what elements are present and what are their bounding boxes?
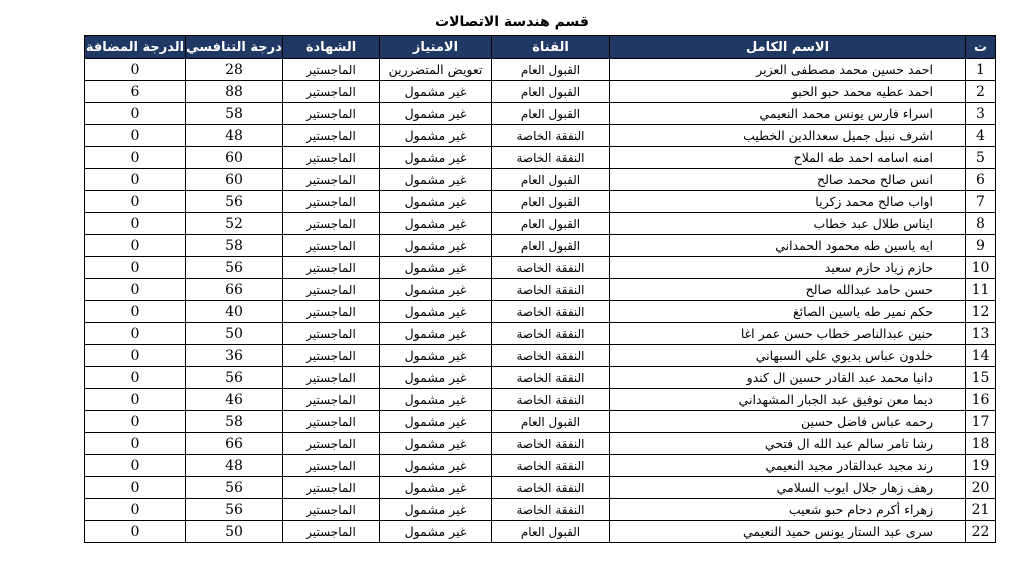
cell-degree: الماجستير (283, 345, 380, 367)
cell-degree: الماجستير (283, 433, 380, 455)
cell-privilege: غير مشمول (380, 521, 492, 543)
cell-channel: النفقة الخاصة (492, 499, 610, 521)
table-row (85, 455, 996, 477)
cell-added: 0 (85, 169, 186, 191)
table-row (85, 411, 996, 433)
cell-score: 56 (186, 499, 283, 521)
cell-added: 0 (85, 213, 186, 235)
cell-privilege: غير مشمول (380, 191, 492, 213)
header-score: درجة التنافسي (186, 36, 283, 59)
cell-index: 12 (966, 301, 996, 323)
table-row (85, 433, 996, 455)
cell-score: 60 (186, 147, 283, 169)
header-index: ت (966, 36, 996, 59)
cell-index: 10 (966, 257, 996, 279)
cell-index: 5 (966, 147, 996, 169)
table-row (85, 301, 996, 323)
cell-channel: القبول العام (492, 103, 610, 125)
cell-privilege: غير مشمول (380, 147, 492, 169)
cell-index: 16 (966, 389, 996, 411)
cell-channel: النفقة الخاصة (492, 257, 610, 279)
cell-channel: النفقة الخاصة (492, 389, 610, 411)
cell-index: 20 (966, 477, 996, 499)
table-row (85, 147, 996, 169)
cell-added: 0 (85, 147, 186, 169)
cell-score: 58 (186, 103, 283, 125)
cell-score: 56 (186, 257, 283, 279)
cell-added: 0 (85, 455, 186, 477)
table-row (85, 477, 996, 499)
cell-index: 15 (966, 367, 996, 389)
cell-name: دانيا محمد عبد القادر حسين ال كندو (610, 367, 966, 389)
cell-channel: النفقة الخاصة (492, 433, 610, 455)
cell-degree: الماجستير (283, 169, 380, 191)
cell-score: 56 (186, 477, 283, 499)
cell-added: 6 (85, 81, 186, 103)
cell-score: 48 (186, 455, 283, 477)
cell-score: 56 (186, 191, 283, 213)
cell-name: اواب صالح محمد زكريا (610, 191, 966, 213)
cell-privilege: غير مشمول (380, 345, 492, 367)
cell-degree: الماجستير (283, 125, 380, 147)
cell-privilege: غير مشمول (380, 213, 492, 235)
cell-name: زهراء أكرم دحام حبو شعيب (610, 499, 966, 521)
cell-privilege: غير مشمول (380, 499, 492, 521)
cell-privilege: غير مشمول (380, 455, 492, 477)
cell-added: 0 (85, 521, 186, 543)
cell-privilege: غير مشمول (380, 279, 492, 301)
cell-score: 52 (186, 213, 283, 235)
cell-score: 48 (186, 125, 283, 147)
cell-added: 0 (85, 345, 186, 367)
cell-privilege: غير مشمول (380, 257, 492, 279)
results-table (84, 35, 996, 543)
cell-added: 0 (85, 59, 186, 81)
cell-name: ايناس طلال عبد خطاب (610, 213, 966, 235)
cell-score: 36 (186, 345, 283, 367)
cell-score: 58 (186, 235, 283, 257)
cell-score: 88 (186, 81, 283, 103)
cell-index: 8 (966, 213, 996, 235)
cell-added: 0 (85, 323, 186, 345)
cell-privilege: غير مشمول (380, 125, 492, 147)
cell-channel: النفقة الخاصة (492, 125, 610, 147)
cell-degree: الماجستير (283, 323, 380, 345)
cell-name: رشا تامر سالم عبد الله ال فتحي (610, 433, 966, 455)
cell-degree: الماجستير (283, 103, 380, 125)
cell-added: 0 (85, 191, 186, 213)
cell-degree: الماجستير (283, 59, 380, 81)
cell-index: 4 (966, 125, 996, 147)
cell-channel: القبول العام (492, 213, 610, 235)
cell-name: حسن حامد عبدالله صالح (610, 279, 966, 301)
cell-channel: النفقة الخاصة (492, 367, 610, 389)
table-row (85, 323, 996, 345)
table-row (85, 191, 996, 213)
cell-name: انس صالح محمد صالح (610, 169, 966, 191)
cell-added: 0 (85, 433, 186, 455)
table-row (85, 103, 996, 125)
cell-index: 2 (966, 81, 996, 103)
cell-index: 7 (966, 191, 996, 213)
cell-channel: النفقة الخاصة (492, 279, 610, 301)
cell-index: 3 (966, 103, 996, 125)
cell-name: ديما معن توفيق عبد الجبار المشهداني (610, 389, 966, 411)
cell-added: 0 (85, 367, 186, 389)
cell-degree: الماجستير (283, 235, 380, 257)
cell-index: 11 (966, 279, 996, 301)
cell-privilege: غير مشمول (380, 389, 492, 411)
cell-privilege: غير مشمول (380, 477, 492, 499)
cell-privilege: غير مشمول (380, 81, 492, 103)
cell-degree: الماجستير (283, 279, 380, 301)
table-row (85, 213, 996, 235)
header-row (85, 36, 996, 59)
cell-channel: القبول العام (492, 235, 610, 257)
table-row (85, 59, 996, 81)
cell-channel: النفقة الخاصة (492, 301, 610, 323)
cell-channel: النفقة الخاصة (492, 323, 610, 345)
cell-score: 66 (186, 433, 283, 455)
cell-name: رهف زهار جلال ايوب السلامي (610, 477, 966, 499)
cell-degree: الماجستير (283, 521, 380, 543)
cell-degree: الماجستير (283, 455, 380, 477)
cell-degree: الماجستير (283, 389, 380, 411)
cell-channel: القبول العام (492, 411, 610, 433)
cell-added: 0 (85, 257, 186, 279)
cell-privilege: غير مشمول (380, 367, 492, 389)
cell-name: ايه ياسين طه محمود الحمداني (610, 235, 966, 257)
cell-name: رحمه عباس فاضل حسين (610, 411, 966, 433)
cell-added: 0 (85, 103, 186, 125)
cell-degree: الماجستير (283, 257, 380, 279)
cell-added: 0 (85, 411, 186, 433)
table-row (85, 521, 996, 543)
cell-channel: النفقة الخاصة (492, 477, 610, 499)
cell-score: 60 (186, 169, 283, 191)
cell-index: 6 (966, 169, 996, 191)
cell-name: اشرف نبيل جميل سعدالدين الخطيب (610, 125, 966, 147)
table-row (85, 279, 996, 301)
table-row (85, 169, 996, 191)
table-row (85, 367, 996, 389)
page-title: قسم هندسة الاتصالات (435, 14, 589, 30)
table-row (85, 235, 996, 257)
header-added: الدرجة المضافة (85, 36, 186, 59)
table-row (85, 499, 996, 521)
cell-name: حازم زياد حازم سعيد (610, 257, 966, 279)
cell-added: 0 (85, 389, 186, 411)
cell-name: احمد حسين محمد مصطفى العزير (610, 59, 966, 81)
cell-privilege: غير مشمول (380, 103, 492, 125)
cell-score: 28 (186, 59, 283, 81)
cell-privilege: غير مشمول (380, 433, 492, 455)
cell-privilege: غير مشمول (380, 301, 492, 323)
cell-added: 0 (85, 279, 186, 301)
cell-score: 58 (186, 411, 283, 433)
cell-degree: الماجستير (283, 499, 380, 521)
cell-channel: القبول العام (492, 521, 610, 543)
cell-score: 50 (186, 521, 283, 543)
cell-index: 13 (966, 323, 996, 345)
cell-degree: الماجستير (283, 81, 380, 103)
cell-channel: القبول العام (492, 169, 610, 191)
cell-channel: النفقة الخاصة (492, 147, 610, 169)
cell-channel: النفقة الخاصة (492, 345, 610, 367)
cell-degree: الماجستير (283, 213, 380, 235)
cell-index: 17 (966, 411, 996, 433)
header-degree: الشهادة (283, 36, 380, 59)
cell-channel: القبول العام (492, 191, 610, 213)
table-header (85, 36, 996, 59)
cell-name: حكم نمير طه ياسين الصائغ (610, 301, 966, 323)
cell-index: 18 (966, 433, 996, 455)
cell-name: حنين عبدالناصر خطاب حسن عمر اغا (610, 323, 966, 345)
cell-name: خلدون عباس بديوي علي السبهاني (610, 345, 966, 367)
cell-score: 66 (186, 279, 283, 301)
cell-index: 22 (966, 521, 996, 543)
cell-score: 50 (186, 323, 283, 345)
cell-added: 0 (85, 125, 186, 147)
table-body (85, 59, 996, 543)
cell-index: 19 (966, 455, 996, 477)
cell-added: 0 (85, 477, 186, 499)
header-name: الاسم الكامل (610, 36, 966, 59)
cell-name: امنه اسامه احمد طه الملاح (610, 147, 966, 169)
table-row (85, 81, 996, 103)
table-row (85, 257, 996, 279)
cell-degree: الماجستير (283, 191, 380, 213)
cell-privilege: تعويض المتضررين (380, 59, 492, 81)
cell-degree: الماجستير (283, 411, 380, 433)
cell-name: رند مجيد عبدالقادر مجيد النعيمي (610, 455, 966, 477)
cell-score: 40 (186, 301, 283, 323)
cell-channel: النفقة الخاصة (492, 455, 610, 477)
cell-score: 46 (186, 389, 283, 411)
cell-privilege: غير مشمول (380, 411, 492, 433)
cell-privilege: غير مشمول (380, 323, 492, 345)
cell-name: سرى عبد الستار يونس حميد النعيمي (610, 521, 966, 543)
cell-privilege: غير مشمول (380, 169, 492, 191)
table-row (85, 345, 996, 367)
cell-privilege: غير مشمول (380, 235, 492, 257)
cell-channel: القبول العام (492, 81, 610, 103)
cell-score: 56 (186, 367, 283, 389)
cell-degree: الماجستير (283, 367, 380, 389)
table-row (85, 389, 996, 411)
cell-channel: القبول العام (492, 59, 610, 81)
cell-degree: الماجستير (283, 477, 380, 499)
cell-degree: الماجستير (283, 147, 380, 169)
cell-index: 9 (966, 235, 996, 257)
cell-name: اسراء فارس يونس محمد النعيمي (610, 103, 966, 125)
cell-added: 0 (85, 301, 186, 323)
header-channel: القناة (492, 36, 610, 59)
cell-added: 0 (85, 499, 186, 521)
cell-name: احمد عطيه محمد حبو الحبو (610, 81, 966, 103)
header-privilege: الامتياز (380, 36, 492, 59)
cell-index: 14 (966, 345, 996, 367)
cell-index: 21 (966, 499, 996, 521)
cell-degree: الماجستير (283, 301, 380, 323)
cell-index: 1 (966, 59, 996, 81)
table-row (85, 125, 996, 147)
cell-added: 0 (85, 235, 186, 257)
